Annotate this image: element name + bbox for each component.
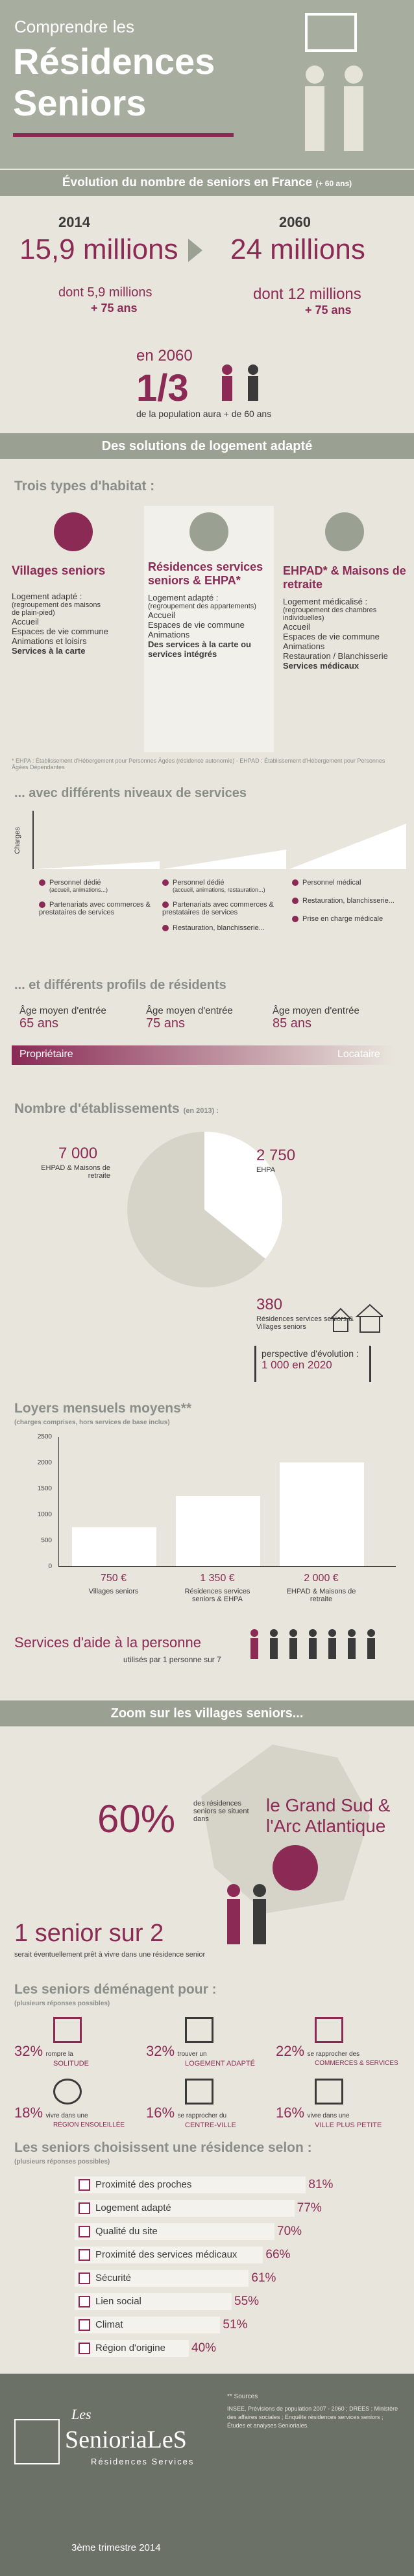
seniors-couple-icon [286, 62, 383, 152]
profile-value: 65 ans [19, 1016, 59, 1031]
medical-cross-icon [325, 512, 364, 551]
type-residences [144, 506, 274, 752]
criterion-row [75, 2267, 399, 2291]
x-category-label: EHPAD & Maisons de retraite [286, 1588, 356, 1603]
sub-2014: dont 5,9 millions [58, 285, 152, 300]
moving-note: (plusieurs réponses possibles) [14, 2000, 110, 2007]
footer-logo-icon [14, 2419, 60, 2464]
establishments-year-note: (en 2013) : [183, 1107, 219, 1115]
criterion-label: Qualité du site [95, 2226, 158, 2237]
checkbox-icon [79, 2179, 90, 2191]
year-2014: 2014 [58, 214, 90, 230]
reason-icon [185, 2017, 213, 2043]
criterion-pct: 40% [191, 2341, 217, 2355]
senior-walker-icon [214, 363, 273, 402]
rent-chart [26, 1433, 402, 1615]
reason-highlight: LOGEMENT ADAPTÉ [185, 2060, 255, 2068]
type-ehpad-name: EHPAD* & Maisons de retraite [283, 564, 406, 591]
reason-highlight: CENTRE-VILLE [185, 2121, 236, 2129]
header [0, 0, 414, 169]
solutions-banner: Des solutions de logement adapté [0, 433, 414, 459]
fraction-caption: de la population aura + de 60 ans [136, 409, 272, 419]
reason-icon [315, 2017, 343, 2043]
hexagon-75-icon [273, 1845, 318, 1890]
reason-text: se rapprocher du [177, 2112, 227, 2119]
criterion-pct: 81% [308, 2178, 334, 2191]
checkbox-icon [79, 2226, 90, 2237]
sub-2060: dont 12 millions [253, 285, 361, 303]
reason-text: se rapprocher des [307, 2051, 360, 2058]
criterion-row [75, 2174, 399, 2197]
evolution-age-note: (+ 60 ans) [315, 179, 352, 188]
criterion-row [75, 2337, 399, 2361]
aid-people-icon [247, 1628, 402, 1660]
type-villages-line: Espaces de vie commune [12, 626, 108, 636]
level-item: (accueil, animations, restauration...) [173, 887, 265, 893]
level-2 [162, 879, 286, 932]
checkbox-icon [79, 2319, 90, 2331]
type-villages [12, 506, 135, 752]
ehpa-label: EHPA [256, 1166, 276, 1174]
type-ehpad-line: (regroupement des chambres [283, 606, 377, 614]
reason-pct: 22% [276, 2043, 305, 2059]
footer-brand-prefix: Les [71, 2406, 91, 2422]
types-footnote: * EHPA : Établissement d'Hébergement pour Personnes Âgées (résidence autonomie) - EHPAD : Établissement d'Hébergement pour Personnes Âgées Dépendantes [12, 757, 385, 770]
type-ehpad-highlight: Services médicaux [283, 661, 359, 671]
level-item: Restauration, blanchisserie... [292, 897, 409, 905]
establishments-title-text: Nombre d'établissements [14, 1101, 180, 1116]
type-residences-line: Espaces de vie commune [148, 620, 245, 630]
reason-item [276, 2079, 409, 2129]
reason-highlight: VILLE PLUS PETITE [315, 2121, 382, 2129]
reason-text: rompre la [45, 2051, 73, 2058]
aid-caption: utilisés par 1 personne sur 7 [123, 1655, 221, 1664]
header-title-line1: Résidences [13, 41, 215, 82]
senior-couple-walking-icon [214, 1881, 279, 1946]
checkbox-icon [79, 2249, 90, 2261]
fraction-value: 1/3 [136, 367, 189, 409]
reason-item [14, 2079, 141, 2129]
criterion-label: Proximité des services médicaux [95, 2249, 237, 2260]
reason-pct: 18% [14, 2105, 43, 2121]
level-item: Personnel médical [292, 879, 409, 887]
rent-subtitle: (charges comprises, hors services de base inclus) [14, 1419, 170, 1426]
villages-percent: 60% [97, 1797, 176, 1841]
year-2060: 2060 [279, 214, 311, 230]
y-tick: 2000 [37, 1459, 52, 1466]
sources-text: INSEE, Prévisions de population 2007 - 2060 ; DREES ; Ministère des affaires sociales ; Enquête résidences services seniors ; Études et analyses Senioriales. [227, 2405, 398, 2429]
types-title: Trois types d'habitat : [14, 479, 155, 494]
value-2060: 24 millions [230, 233, 365, 265]
profile-2 [146, 1005, 233, 1031]
y-tick: 1500 [37, 1485, 52, 1492]
evolution-banner [0, 170, 414, 196]
criterion-pct: 66% [265, 2248, 291, 2261]
level-item: (accueil, animations...) [49, 887, 108, 893]
sources-title: ** Sources [227, 2393, 258, 2400]
levels-title: ... avec différents niveaux de services [14, 786, 247, 800]
type-villages-line: Logement adapté : [12, 591, 82, 601]
type-residences-name: Résidences services seniors & EHPA* [148, 560, 263, 587]
rss-label: Résidences services seniors & Villages seniors [256, 1315, 354, 1331]
type-ehpad-line: Restauration / Blanchisserie [283, 651, 388, 661]
reason-text: vivre dans une [45, 2112, 88, 2119]
villages-ratio-caption: serait éventuellement prêt à vivre dans une résidence senior [14, 1951, 206, 1959]
criterion-pct: 70% [277, 2224, 302, 2238]
choose-title: Les seniors choisissent une résidence selon : [14, 2140, 312, 2155]
villages-banner: Zoom sur les villages seniors... [0, 1700, 414, 1726]
criterion-label: Sécurité [95, 2272, 132, 2284]
reason-text: trouver un [177, 2051, 207, 2058]
y-tick: 500 [41, 1537, 52, 1544]
reason-icon [53, 2079, 82, 2105]
criterion-pct: 51% [223, 2318, 248, 2332]
type-ehpad-line: individuelles) [283, 614, 324, 622]
reason-item [146, 2017, 273, 2068]
checkbox-icon [79, 2272, 90, 2284]
villages-region: le Grand Sud & l'Arc Atlantique [266, 1795, 391, 1836]
y-tick: 1000 [37, 1511, 52, 1518]
profile-value: 75 ans [146, 1016, 186, 1031]
type-ehpad-line: Logement médicalisé : [283, 597, 368, 606]
reason-pct: 16% [146, 2105, 175, 2121]
perspective-box [254, 1346, 371, 1382]
type-residences-highlight: Des services à la carte ou services intégrés [148, 639, 251, 659]
type-villages-highlight: Services à la carte [12, 646, 86, 656]
perspective-label: perspective d'évolution : [262, 1348, 359, 1359]
rent-title: Loyers mensuels moyens** [14, 1401, 192, 1416]
perspective-value: 1 000 en 2020 [262, 1359, 332, 1371]
evolution-title: Évolution du nombre de seniors en France [62, 176, 313, 189]
y-tick: 0 [48, 1563, 52, 1570]
criterion-label: Lien social [95, 2296, 141, 2307]
criterion-pct: 61% [251, 2271, 276, 2285]
type-ehpad-line: Espaces de vie commune [283, 632, 380, 641]
moving-title: Les seniors déménagent pour : [14, 1982, 217, 1997]
criterion-label: Proximité des proches [95, 2179, 192, 2190]
ehpad-value: 7 000 [58, 1145, 98, 1162]
type-residences-line: Logement adapté : [148, 593, 219, 602]
level-item: Personnel dédié [162, 879, 286, 887]
reason-pct: 16% [276, 2105, 305, 2121]
plot-area [58, 1437, 396, 1567]
houses-icon [324, 1302, 383, 1335]
charges-label: Charges [13, 827, 21, 854]
reason-icon [315, 2079, 343, 2105]
checkbox-icon [79, 2343, 90, 2354]
type-villages-line: Animations et loisirs [12, 636, 87, 646]
level-item: Personnel dédié [39, 879, 156, 887]
criterion-label: Logement adapté [95, 2202, 171, 2213]
bar-value-label: 1 350 € [200, 1573, 235, 1584]
establishments-title [14, 1101, 219, 1117]
bar-residences [176, 1496, 260, 1566]
criterion-label: Climat [95, 2319, 123, 2330]
profile-3 [273, 1005, 359, 1031]
reason-text: vivre dans une [307, 2112, 350, 2119]
checkbox-icon [79, 2296, 90, 2308]
type-villages-name: Villages seniors [12, 564, 106, 578]
choose-note: (plusieurs réponses possibles) [14, 2158, 110, 2165]
reason-highlight: SOLITUDE [53, 2060, 90, 2068]
header-pre-title: Comprendre les [14, 17, 134, 36]
level-item: Prise en charge médicale [292, 915, 409, 923]
ehpa-value: 2 750 [256, 1147, 296, 1164]
level-item: Partenariats avec commerces & prestataires de services [162, 901, 274, 916]
owner-label: Propriétaire [19, 1049, 73, 1060]
bar-ehpad [280, 1462, 364, 1566]
arrow-icon [188, 239, 202, 262]
footer-brand-sub: Résidences Services [91, 2457, 195, 2466]
footer-date: 3ème trimestre 2014 [71, 2542, 161, 2553]
criterion-row [75, 2314, 399, 2337]
residence-icon [189, 512, 228, 551]
reason-item [14, 2017, 141, 2068]
sub-2060-note: + 75 ans [305, 304, 352, 316]
reason-highlight: COMMERCES & SERVICES [315, 2060, 398, 2067]
criterion-label: Région d'origine [95, 2343, 165, 2354]
criterion-row [75, 2221, 399, 2244]
criterion-row [75, 2244, 399, 2267]
level-1 [39, 879, 156, 916]
header-accent-line [13, 133, 234, 137]
level-item: Partenariats avec commerces & prestataires de services [39, 901, 151, 916]
type-residences-line: Animations [148, 630, 190, 639]
villages-percent-text: des résidences seniors se situent dans [193, 1800, 249, 1823]
type-residences-line: (regroupement des appartements) [148, 602, 256, 610]
type-ehpad [283, 506, 406, 752]
reason-pct: 32% [14, 2043, 43, 2059]
x-category-label: Villages seniors [88, 1588, 139, 1595]
profile-value: 85 ans [273, 1016, 312, 1031]
type-ehpad-line: Animations [283, 641, 325, 651]
x-category-label: Résidences services seniors & EHPA [184, 1588, 250, 1603]
villages-ratio: 1 senior sur 2 [14, 1920, 164, 1947]
fraction-year: en 2060 [136, 347, 193, 364]
profile-1 [19, 1005, 106, 1031]
type-villages-line: de plain-pied) [12, 609, 55, 617]
profile-label: Âge moyen d'entrée [146, 1005, 233, 1016]
aid-title: Services d'aide à la personne [14, 1634, 201, 1651]
reason-item [276, 2017, 409, 2067]
ehpad-label: EHPAD & Maisons de retraite [41, 1164, 110, 1180]
village-icon [54, 512, 93, 551]
value-2014: 15,9 millions [19, 233, 178, 265]
bar-value-label: 750 € [100, 1573, 127, 1584]
tenant-label: Locataire [337, 1049, 380, 1060]
reason-item [146, 2079, 273, 2129]
footer-brand: SenioriaLeS [65, 2426, 187, 2453]
reason-highlight: RÉGION ENSOLEILLÉE [53, 2121, 125, 2129]
level-item: Restauration, blanchisserie... [162, 924, 286, 932]
profiles-title: ... et différents profils de résidents [14, 978, 226, 992]
criterion-row [75, 2291, 399, 2314]
criterion-pct: 55% [234, 2295, 260, 2308]
profile-label: Âge moyen d'entrée [19, 1005, 106, 1016]
charges-axis [32, 811, 34, 869]
house-icon [305, 13, 357, 52]
reason-icon [185, 2079, 213, 2105]
type-villages-line: Accueil [12, 617, 39, 626]
reason-icon [53, 2017, 82, 2043]
profile-label: Âge moyen d'entrée [273, 1005, 359, 1016]
type-ehpad-line: Accueil [283, 622, 310, 632]
charges-wedge [36, 811, 406, 869]
header-title-line2: Seniors [13, 82, 147, 123]
y-tick: 2500 [37, 1433, 52, 1440]
level-3 [292, 879, 409, 923]
type-residences-line: Accueil [148, 610, 175, 620]
footer [0, 2374, 414, 2576]
ownership-arrowhead [395, 1042, 408, 1069]
bar-villages [72, 1527, 156, 1566]
criterion-pct: 77% [297, 2201, 322, 2215]
type-villages-line: (regroupement des maisons [12, 601, 101, 609]
criterion-row [75, 2197, 399, 2221]
bar-value-label: 2 000 € [304, 1573, 339, 1584]
sub-2014-note: + 75 ans [91, 302, 138, 315]
checkbox-icon [79, 2202, 90, 2214]
criteria-list [75, 2174, 399, 2361]
rss-value: 380 [256, 1296, 283, 1313]
reason-pct: 32% [146, 2043, 175, 2059]
